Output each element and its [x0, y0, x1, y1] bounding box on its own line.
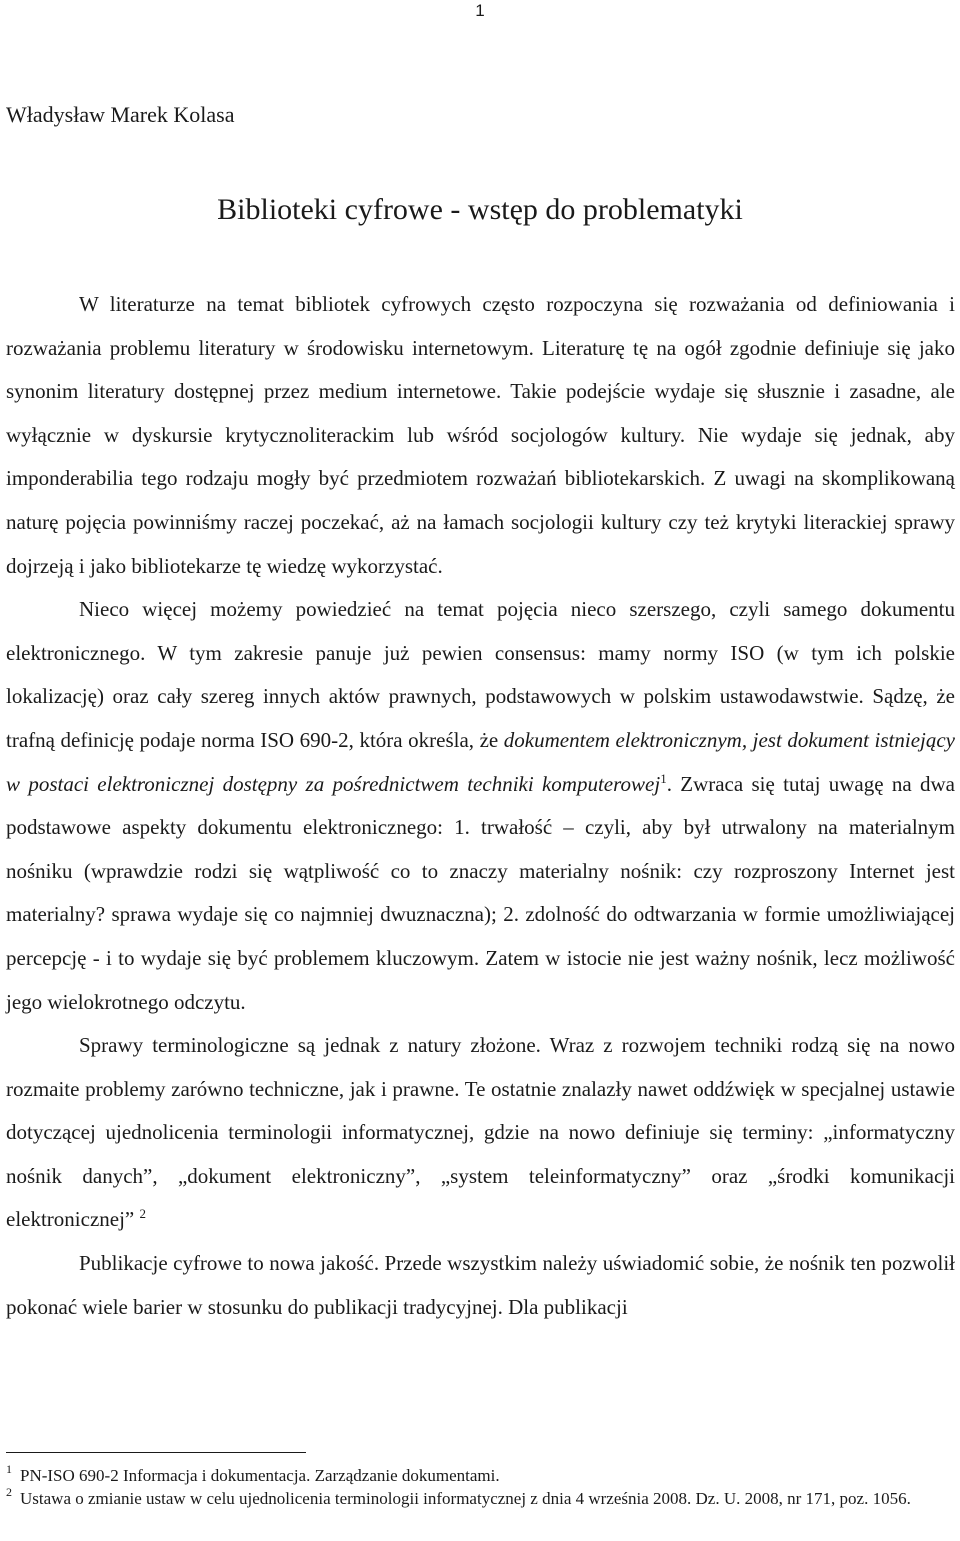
paragraph-3	[6, 1024, 955, 1242]
paragraph-2-text-before: Nieco więcej możemy powiedzieć na temat pojęcia nieco szerszego, czyli samego dokumentu elektronicznego. W tym zakresie panuje już pewien consensus: mamy normy ISO (w tym ich polskie lokalizację) oraz cały szereg innych aktów prawnych, podstawowych w polskim ustawodawstwie. Sądzę, że trafną definicję podaje norma ISO 690-2, która określa, że	[6, 597, 955, 752]
paragraph-2-text-after: . Zwraca się tutaj uwagę na dwa podstawowe aspekty dokumentu elektronicznego: 1. trwałość – czyli, aby był utrwalony na materialnym nośniku (wprawdzie rodzi się wątpliwość co to znaczy materialny nośnik: czy rozproszony Internet jest materialny? sprawa wydaje się co najmniej dwuznaczna); 2. zdolność do odtwarzania w formie umożliwiającej percepcję - i to wydaje się być problemem kluczowym. Zatem w istocie nie jest ważny nośnik, lecz możliwość jego wielokrotnego odczytu.	[6, 771, 955, 1014]
footnote-2-number: 2	[6, 1485, 12, 1499]
footnote-ref-2[interactable]: 2	[139, 1206, 147, 1222]
iso-definition-quote: dokumentem elektronicznym, jest dokument istniejący w postaci elektronicznej dostępny za pośrednictwem techniki komputerowej	[6, 727, 956, 796]
footnote-2-text: Ustawa o zmianie ustaw w celu ujednolicenia terminologii informatycznej z dnia 4 września 2008. Dz. U. 2008, nr 171, poz. 1056.	[20, 1489, 911, 1508]
footnote-ref-1[interactable]: 1	[660, 770, 667, 786]
paragraph-3-text: Sprawy terminologiczne są jednak z natury złożone. Wraz z rozwojem techniki rodzą się na nowo rozmaite problemy zarówno techniczne, jak i prawne. Te ostatnie znalazły nawet oddźwięk w specjalnej ustawie dotyczącej ujednolicenia terminologii informatycznej, gdzie na nowo definiuje się terminy: „informatyczny nośnik danych”, „dokument elektroniczny”, „system teleinformatyczny” oraz „środki komunikacji elektronicznej”	[6, 1033, 955, 1232]
footnote-1-text: PN-ISO 690-2 Informacja i dokumentacja. Zarządzanie dokumentami.	[20, 1466, 500, 1485]
author-name: Władysław Marek Kolasa	[6, 102, 235, 127]
footnote-1-number: 1	[6, 1462, 12, 1476]
footnotes	[6, 1464, 946, 1510]
paragraph-4: Publikacje cyfrowe to nowa jakość. Przede wszystkim należy uświadomić sobie, że nośnik ten pozwolił pokonać wiele barier w stosunku do publikacji tradycyjnej. Dla publikacji	[6, 1251, 955, 1319]
page-number: 1	[475, 1, 485, 20]
footnote-2	[6, 1487, 946, 1510]
document-title: Biblioteki cyfrowe - wstęp do problematyki	[217, 193, 743, 226]
paragraph-2	[6, 588, 955, 1024]
paragraph-1: W literaturze na temat bibliotek cyfrowych często rozpoczyna się rozważania od definiowania i rozważania problemu literatury w środowisku internetowym. Literaturę tę na ogół zgodnie definiuje się jako synonim literatury dostępnej przez medium internetowe. Takie podejście wydaje się słusznie i zasadne, ale wyłącznie w dyskursie krytycznoliterackim lub wśród socjologów kultury. Nie wydaje się jednak, aby imponderabilia tego rodzaju mogły być przedmiotem rozważań bibliotekarskich. Z uwagi na skomplikowaną naturę pojęcia powinniśmy raczej poczekać, aż na łamach socjologii kultury czy też krytyki literackiej sprawy dojrzeją i jako bibliotekarze tę wiedzę wykorzystać.	[6, 292, 955, 578]
footnote-1	[6, 1464, 946, 1487]
footnote-divider	[6, 1452, 306, 1453]
body-text	[6, 283, 955, 1329]
